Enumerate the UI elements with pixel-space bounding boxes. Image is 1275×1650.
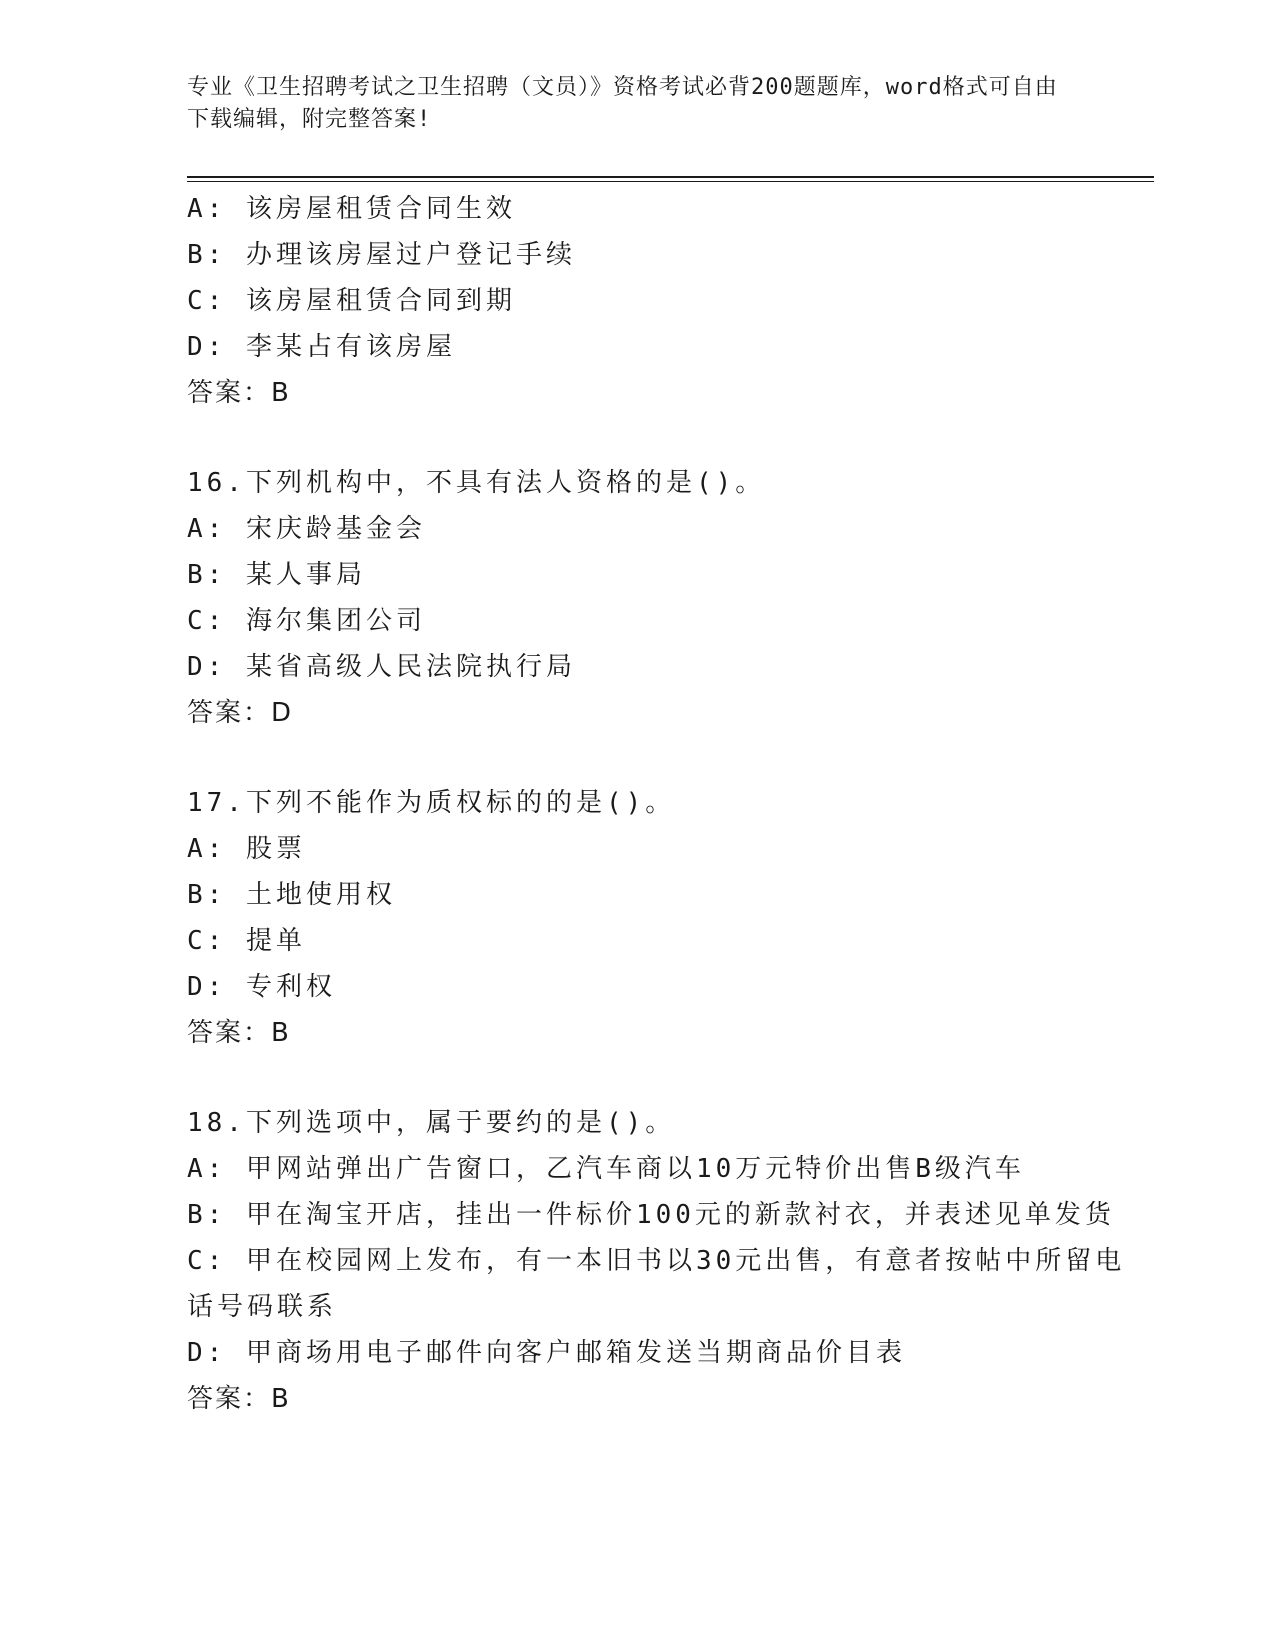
question-block [187,460,1154,736]
answer-line: 答案：B [187,378,291,408]
question-text: 16.下列机构中，不具有法人资格的是()。 [187,468,766,498]
answer-line: 答案：D [187,698,294,728]
question-text: 17.下列不能作为质权标的的是()。 [187,788,676,818]
option-d: D: 某省高级人民法院执行局 [187,652,576,682]
question-block [187,186,1154,416]
option-c: C: 甲在校园网上发布，有一本旧书以30元出售，有意者按帖中所留电话号码联系 [187,1246,1126,1322]
question-text: 18.下列选项中，属于要约的是()。 [187,1108,676,1138]
document-header: 专业《卫生招聘考试之卫生招聘（文员）》资格考试必背200题题库，word格式可自由下载编辑，附完整答案! [187,75,1058,132]
option-d: D: 甲商场用电子邮件向客户邮箱发送当期商品价目表 [187,1338,906,1368]
header-divider-thin [187,181,1154,182]
option-b: B: 某人事局 [187,560,366,590]
answer-line: 答案：B [187,1018,291,1048]
option-a: A: 股票 [187,834,306,864]
option-b: B: 土地使用权 [187,880,396,910]
option-d: D: 李某占有该房屋 [187,332,456,362]
option-c: C: 该房屋租赁合同到期 [187,286,516,316]
option-a: A: 该房屋租赁合同生效 [187,194,516,224]
question-list [187,186,1154,1422]
option-c: C: 海尔集团公司 [187,606,426,636]
option-a: A: 甲网站弹出广告窗口，乙汽车商以10万元特价出售B级汽车 [187,1154,1025,1184]
option-d: D: 专利权 [187,972,336,1002]
option-c: C: 提单 [187,926,306,956]
question-block [187,780,1154,1056]
option-a: A: 宋庆龄基金会 [187,514,426,544]
question-block [187,1100,1154,1422]
option-b: B: 甲在淘宝开店，挂出一件标价100元的新款衬衣，并表述见单发货 [187,1200,1115,1230]
option-b: B: 办理该房屋过户登记手续 [187,240,576,270]
header-divider-thick [187,176,1154,178]
answer-line: 答案：B [187,1384,291,1414]
